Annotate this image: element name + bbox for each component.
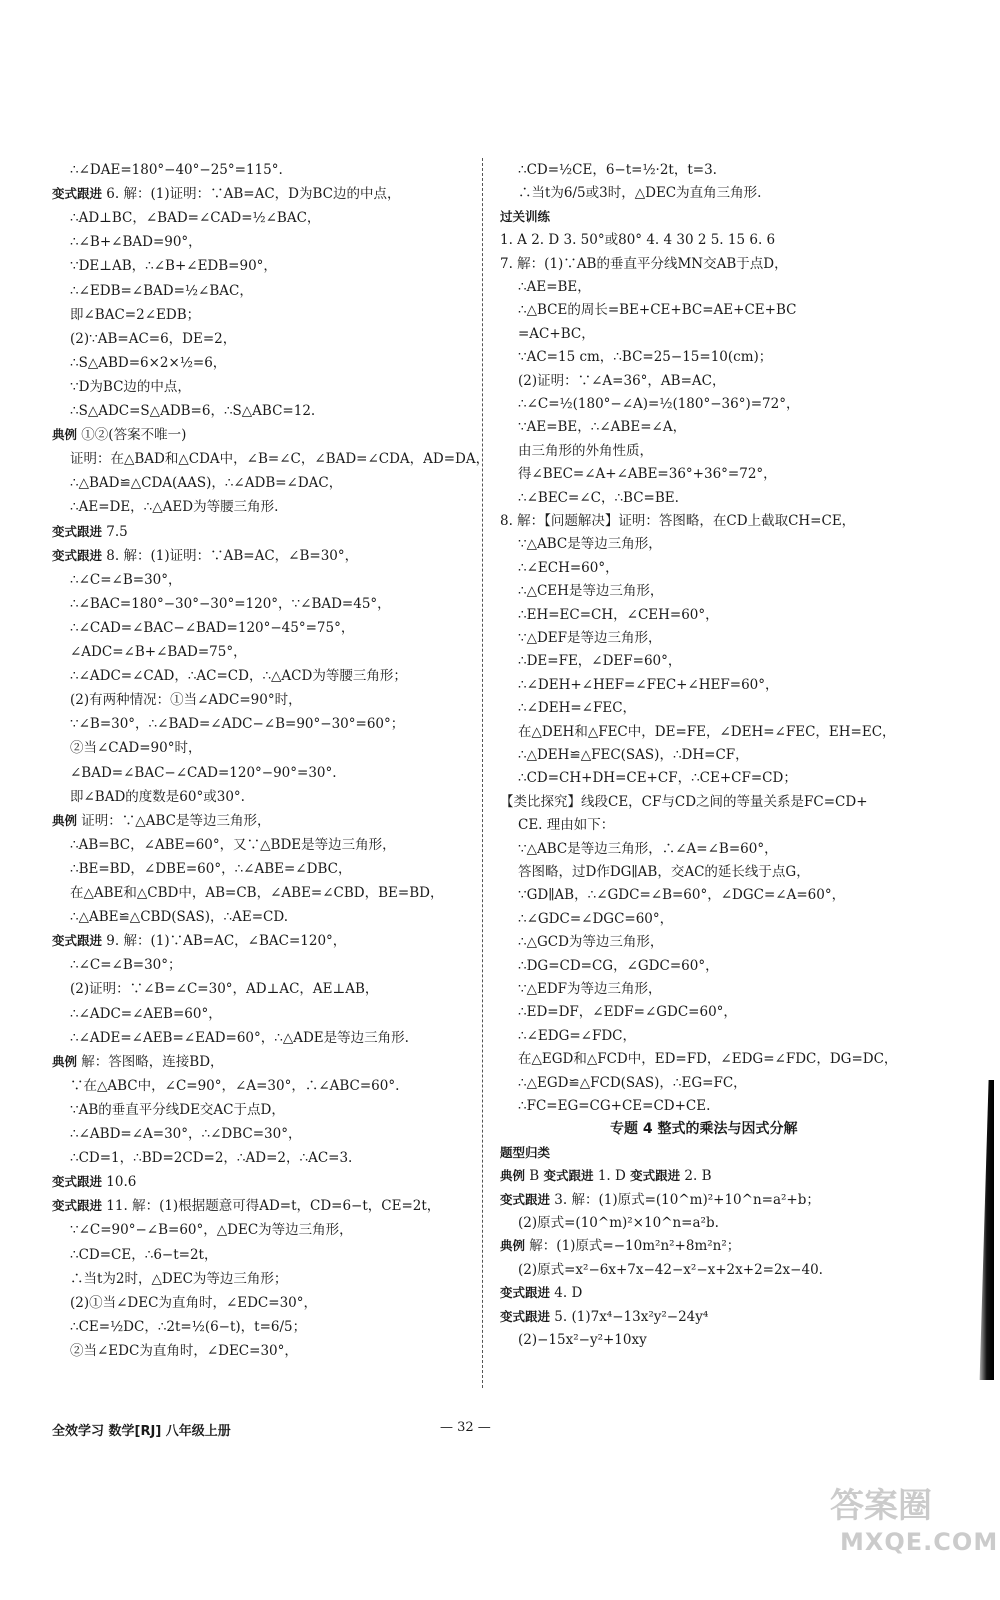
- answer-text: ∴∠C=∠B=30°，: [70, 571, 182, 588]
- answer-text: ∴BE=BD，∠DBE=60°，∴∠ABE=∠DBC，: [70, 860, 352, 877]
- answer-text: ∴△EGD≌△FCD(SAS)，∴EG=FC，: [518, 1074, 747, 1091]
- answer-text: 8. 解：(1)证明：∵AB=AC，∠B=30°，: [102, 547, 359, 564]
- answer-line: [52, 1148, 352, 1168]
- answer-text: ∴△BCE的周长=BE+CE+BC=AE+CE+BC: [518, 302, 797, 319]
- answer-line: [500, 675, 779, 695]
- answer-text: ∴CE=½DC，∴2t=½(6−t)，t=6/5；: [70, 1318, 307, 1335]
- answer-line: [52, 642, 247, 662]
- answer-line: [500, 909, 673, 929]
- answer-line: [52, 329, 236, 349]
- answer-line: [52, 1076, 399, 1096]
- answer-line: [52, 497, 278, 517]
- answer-text: ∴∠DAE=180°−40°−25°=115°.: [70, 162, 283, 178]
- answer-text: ②当∠CAD=90°时，: [70, 740, 202, 757]
- answer-line: [52, 401, 315, 421]
- answer-line: [52, 1052, 224, 1072]
- answer-text: ∵△ABC是等边三角形，: [518, 536, 662, 553]
- answer-text: 证明：在△BAD和△CDA中，∠B=∠C，∠BAD=∠CDA，AD=DA，: [70, 451, 490, 468]
- answer-line: [500, 183, 761, 203]
- section-label: 典例: [52, 812, 78, 828]
- answer-line: [500, 979, 662, 999]
- answer-line: [52, 931, 346, 951]
- answer-text: ∴△ABE≌△CBD(SAS)，∴AE=CD.: [70, 909, 289, 926]
- answer-text: 11. 解：(1)根据题意可得AD=t，CD=6−t，CE=2t，: [102, 1198, 441, 1215]
- answer-line: [52, 232, 202, 252]
- answer-text: ∴∠EDG=∠FDC，: [518, 1027, 637, 1044]
- answer-line: [500, 464, 777, 484]
- section-label: 典例: [52, 1053, 78, 1069]
- answer-text: ∵D为BC边的中点，: [70, 378, 191, 395]
- section-label: 典例: [500, 1238, 526, 1254]
- answer-line: [500, 1190, 820, 1210]
- answer-line: [500, 1143, 550, 1163]
- section-label: 变式跟进: [500, 1285, 551, 1301]
- watermark-url: MXQE.COM: [840, 1528, 999, 1556]
- answer-text: ②当∠EDC为直角时，∠DEC=30°，: [70, 1342, 298, 1359]
- answer-text: ∴CD=1，∴BD=2CD=2，∴AD=2，∴AC=3.: [70, 1150, 353, 1167]
- answer-line: [52, 208, 320, 228]
- answer-text: ∴△DEH≌△FEC(SAS)，∴DH=CF，: [518, 747, 749, 763]
- answer-line: [52, 1124, 301, 1144]
- answer-line: [500, 1166, 712, 1186]
- section-label: 变式跟进: [52, 1174, 103, 1190]
- answer-text: 证明：∵△ABC是等边三角形，: [77, 812, 271, 829]
- answer-line: [52, 763, 337, 783]
- answer-line: [500, 722, 896, 742]
- answer-line: [52, 1028, 409, 1048]
- answer-line: [500, 394, 799, 414]
- answer-line: [52, 546, 358, 566]
- answer-text: 2. B: [680, 1168, 712, 1185]
- answer-line: [500, 628, 662, 648]
- answer-line: [500, 651, 681, 671]
- answer-line: [500, 605, 719, 625]
- section-label: 变式跟进: [543, 1168, 594, 1184]
- page-edge-shadow: [976, 1080, 994, 1380]
- answer-line: [500, 745, 749, 765]
- answer-line: [500, 1236, 740, 1256]
- answer-line: [52, 787, 245, 807]
- answer-text: ∴CD=½CE，6−t=½·2t，t=3.: [518, 162, 717, 178]
- answer-text: ∵GD∥AB，∴∠GDC=∠B=60°，∠DGC=∠A=60°，: [518, 887, 846, 904]
- answer-text: 6. 解：(1)证明：∵AB=AC，D为BC边的中点，: [102, 186, 401, 203]
- answer-text: ∴FC=EG=CG+CE=CD+CE.: [518, 1098, 711, 1114]
- answer-text: ∴DG=CD=CG，∠GDC=60°，: [518, 957, 719, 974]
- answer-line: [52, 1269, 287, 1289]
- answer-text: 9. 解：(1)∵AB=AC，∠BAC=120°，: [102, 933, 347, 950]
- answer-line: [500, 885, 845, 905]
- answer-line: [610, 1119, 798, 1139]
- answer-line: [500, 1283, 582, 1303]
- answer-text: ∴∠ADC=∠AEB=60°，: [70, 1005, 222, 1022]
- answer-line: [500, 956, 719, 976]
- answer-text: 在△DEH和△FEC中，DE=FE，∠DEH=∠FEC，EH=EC，: [518, 723, 896, 740]
- answer-line: [52, 714, 404, 734]
- answer-text: 解：答图略，连接BD，: [77, 1053, 224, 1070]
- answer-line: [500, 300, 796, 320]
- answer-line: [500, 160, 717, 180]
- section-label: 变式跟进: [52, 523, 103, 539]
- answer-text: ∴∠EDB=∠BAD=½∠BAC，: [70, 282, 253, 299]
- section-label: 变式跟进: [500, 1308, 551, 1324]
- answer-line: [500, 558, 619, 578]
- answer-line: [500, 698, 636, 718]
- answer-text: 解：(1)原式=−10m²n²+8m²n²；: [525, 1238, 741, 1255]
- page-number: — 32 —: [440, 1420, 491, 1435]
- answer-line: [500, 347, 772, 367]
- answer-line: [52, 1172, 136, 1192]
- answer-text: ∵△DEF是等边三角形，: [518, 630, 662, 646]
- answer-text: 3. 解：(1)原式=(10^m)²+10^n=a²+b；: [550, 1191, 820, 1208]
- answer-line: [52, 1245, 217, 1265]
- answer-line: [52, 1220, 353, 1240]
- answer-text: ∴∠DEH=∠FEC，: [518, 700, 637, 717]
- section-label: 变式跟进: [52, 933, 103, 949]
- answer-text: 10.6: [102, 1174, 137, 1191]
- answer-line: [500, 1073, 747, 1093]
- answer-text: 4. D: [550, 1285, 583, 1302]
- answer-text: ∴△CEH是等边三角形，: [518, 583, 664, 600]
- answer-text: (2)有两种情况：①当∠ADC=90°时，: [70, 692, 302, 709]
- answer-line: [52, 835, 396, 855]
- answer-text: =AC+BC，: [518, 325, 595, 342]
- answer-text: 答图略，过D作DG∥AB，交AC的延长线于点G，: [518, 864, 810, 880]
- answer-text: ∴AD⊥BC，∠BAD=∠CAD=½∠BAC，: [70, 210, 321, 227]
- answer-text: ∴AE=DE，∴△AED为等腰三角形.: [70, 499, 279, 516]
- answer-line: [500, 441, 653, 461]
- answer-text: ①②(答案不唯一): [77, 427, 187, 444]
- answer-line: [52, 449, 489, 469]
- answer-line: [500, 254, 788, 274]
- section-label: 变式跟进: [500, 1191, 551, 1207]
- answer-text: ∴当t为2时，△DEC为等边三角形；: [70, 1270, 288, 1287]
- answer-text: 5. (1)7x⁴−13x²y²−24y⁴: [550, 1308, 709, 1325]
- answer-text: (2)∵AB=AC=6，DE=2，: [70, 330, 237, 347]
- answer-line: [52, 594, 391, 614]
- section-label: 过关训练: [500, 208, 551, 224]
- answer-text: ∴CD=CE，∴6−t=2t，: [70, 1246, 218, 1263]
- answer-text: 1. A 2. D 3. 50°或80° 4. 4 30 2 5. 15 6. 6: [500, 232, 776, 249]
- answer-line: [52, 979, 378, 999]
- answer-text: ∴∠GDC=∠DGC=60°，: [518, 910, 674, 927]
- answer-line: [52, 618, 354, 638]
- topic-heading: 专题 4 整式的乘法与因式分解: [610, 1121, 798, 1138]
- answer-text: ∠BAD=∠BAC−∠CAD=120°−90°=30°.: [70, 764, 337, 781]
- section-label: 题型归类: [500, 1144, 551, 1160]
- answer-text: ∴∠ECH=60°，: [518, 559, 619, 576]
- answer-text: ∴∠DEH+∠HEF=∠FEC+∠HEF=60°，: [518, 676, 779, 693]
- answer-text: 得∠BEC=∠A+∠ABE=36°+36°=72°，: [518, 466, 777, 483]
- answer-text: ∵△ABC是等边三角形，∴∠A=∠B=60°，: [518, 840, 778, 857]
- answer-text: (2)原式=(10^m)²×10^n=a²b.: [518, 1215, 719, 1231]
- answer-text: ∵∠B=30°，∴∠BAD=∠ADC−∠B=90°−30°=60°；: [70, 716, 405, 733]
- answer-line: [500, 324, 595, 344]
- answer-line: [500, 1002, 737, 1022]
- answer-line: [500, 1049, 897, 1069]
- answer-line: [52, 690, 302, 710]
- section-label: 典例: [52, 427, 78, 443]
- answer-text: ∵DE⊥AB，∴∠B+∠EDB=90°，: [70, 258, 277, 275]
- answer-text: (2)原式=x²−6x+7x−42−x²−x+2x+2=2x−40.: [518, 1261, 823, 1278]
- answer-text: 1. D: [593, 1168, 631, 1185]
- answer-line: [52, 1100, 285, 1120]
- answer-line: [52, 256, 277, 276]
- answer-text: ∴△GCD为等边三角形，: [518, 934, 664, 951]
- answer-line: [500, 768, 797, 788]
- answer-line: [500, 534, 662, 554]
- answer-text: ∴∠C=∠B=30°；: [70, 957, 182, 974]
- answer-line: [500, 230, 775, 250]
- answer-line: [52, 738, 201, 758]
- answer-text: ∴AB=BC，∠ABE=60°，又∵△BDE是等边三角形，: [70, 836, 396, 853]
- answer-text: ∴∠ABD=∠A=30°，∴∠DBC=30°，: [70, 1126, 302, 1142]
- answer-line: [52, 184, 401, 204]
- answer-line: [500, 581, 663, 601]
- answer-text: (2)−15x²−y²+10xy: [518, 1332, 647, 1348]
- section-label: 典例: [500, 1168, 526, 1184]
- answer-text: ∵AE=BE，∴∠ABE=∠A，: [518, 419, 687, 436]
- answer-line: [500, 277, 591, 297]
- answer-line: [52, 666, 407, 686]
- answer-text: CE. 理由如下：: [518, 817, 615, 834]
- answer-text: ∴∠B+∠BAD=90°，: [70, 234, 202, 251]
- section-label: 变式跟进: [630, 1168, 681, 1184]
- answer-line: [500, 839, 778, 859]
- answer-line: [52, 570, 182, 590]
- answer-text: ∴△BAD≌△CDA(AAS)，∴∠ADB=∠DAC，: [70, 475, 343, 492]
- answer-line: [52, 955, 182, 975]
- answer-text: ∴∠ADE=∠AEB=∠EAD=60°，∴△ADE是等边三角形.: [70, 1029, 409, 1046]
- answer-line: [52, 1341, 298, 1361]
- watermark-logo-text: 答案圈: [830, 1486, 932, 1526]
- answer-text: ∵在△ABC中，∠C=90°，∠A=30°，∴∠ABC=60°.: [70, 1077, 400, 1094]
- answer-text: ∵∠C=90°−∠B=60°，△DEC为等边三角形，: [70, 1222, 353, 1239]
- answer-text: ∴∠CAD=∠BAC−∠BAD=120°−45°=75°，: [70, 619, 355, 636]
- answer-line: [52, 305, 200, 325]
- answer-line: [52, 1004, 222, 1024]
- answer-line: [500, 932, 663, 952]
- answer-line: [52, 522, 128, 542]
- answer-text: ∴∠ADC=∠CAD，∴AC=CD，∴△ACD为等腰三角形；: [70, 668, 407, 685]
- answer-text: ∴CD=CH+DH=CE+CF，∴CE+CF=CD；: [518, 770, 797, 787]
- answer-text: 即∠BAD的度数是60°或30°.: [70, 788, 245, 805]
- answer-text: B: [525, 1168, 544, 1185]
- answer-line: [52, 1196, 440, 1216]
- answer-text: 【类比探究】线段CE，CF与CD之间的等量关系是FC=CD+: [500, 793, 868, 810]
- answer-line: [52, 883, 443, 903]
- answer-text: ∴DE=FE，∠DEF=60°，: [518, 653, 682, 670]
- answer-text: ∴当t为6/5或3时，△DEC为直角三角形.: [518, 185, 762, 202]
- answer-line: [500, 511, 855, 531]
- section-label: 变式跟进: [52, 1198, 103, 1214]
- answer-text: 7. 解：(1)∵AB的垂直平分线MN交AB于点D，: [500, 255, 788, 272]
- answer-line: [500, 1096, 710, 1116]
- answer-line: [500, 815, 614, 835]
- answer-text: ∵AC=15 cm，∴BC=25−15=10(cm)；: [518, 349, 773, 366]
- answer-text: (2)证明：∵∠B=∠C=30°，AD⊥AC，AE⊥AB，: [70, 981, 379, 998]
- answer-line: [52, 281, 253, 301]
- answer-line: [500, 207, 550, 227]
- answer-text: ∠ADC=∠B+∠BAD=75°，: [70, 644, 247, 660]
- answer-line: [52, 160, 283, 180]
- answer-text: ∴S△ADC=S△ADB=6，∴S△ABC=12.: [70, 403, 316, 419]
- answer-text: ∴EH=EC=CH，∠CEH=60°，: [518, 606, 719, 623]
- answer-text: 在△EGD和△FCD中，ED=FD，∠EDG=∠FDC，DG=DC，: [518, 1051, 898, 1068]
- answer-text: (2)证明：∵∠A=36°，AB=AC，: [518, 372, 726, 389]
- footer-book-title: 全效学习 数学[RJ] 八年级上册: [52, 1424, 231, 1439]
- answer-line: [52, 473, 342, 493]
- answer-line: [500, 371, 725, 391]
- answer-text: 由三角形的外角性质，: [518, 442, 653, 459]
- section-label: 变式跟进: [52, 186, 103, 202]
- answer-text: ∵AB的垂直平分线DE交AC于点D，: [70, 1101, 285, 1118]
- answer-text: 7.5: [102, 523, 128, 540]
- section-label: 变式跟进: [52, 547, 103, 563]
- answer-line: [52, 907, 288, 927]
- answer-line: [500, 1330, 647, 1350]
- answer-line: [52, 1293, 317, 1313]
- answer-text: ∴∠C=½(180°−∠A)=½(180°−36°)=72°，: [518, 396, 800, 412]
- answer-line: [500, 1026, 636, 1046]
- answer-text: ∵△EDF为等边三角形，: [518, 981, 662, 997]
- answer-text: ∴ED=DF，∠EDF=∠GDC=60°，: [518, 1004, 737, 1021]
- answer-text: ∴∠BAC=180°−30°−30°=120°，∵∠BAD=45°，: [70, 595, 391, 612]
- answer-line: [500, 792, 868, 812]
- answer-line: [500, 862, 810, 882]
- answer-text: ∴∠BEC=∠C，∴BC=BE.: [518, 489, 679, 506]
- answer-text: ∴AE=BE，: [518, 279, 591, 295]
- answer-line: [52, 811, 270, 831]
- answer-text: 8. 解：【问题解决】证明：答图略，在CD上截取CH=CE，: [500, 513, 856, 529]
- answer-text: 即∠BAC=2∠EDB；: [70, 306, 201, 323]
- answer-line: [500, 1307, 708, 1327]
- answer-line: [500, 488, 679, 508]
- answer-line: [52, 1317, 306, 1337]
- answer-line: [500, 1213, 719, 1233]
- answer-line: [52, 353, 226, 373]
- answer-text: (2)①当∠DEC为直角时，∠EDC=30°，: [70, 1294, 318, 1311]
- answer-line: [52, 425, 186, 445]
- answer-line: [500, 1260, 823, 1280]
- answer-line: [52, 859, 351, 879]
- answer-text: 在△ABE和△CBD中，AB=CB，∠ABE=∠CBD，BE=BD，: [70, 885, 444, 901]
- answer-line: [500, 417, 686, 437]
- answer-line: [52, 377, 191, 397]
- answer-text: ∴S△ABD=6×2×½=6，: [70, 354, 227, 371]
- column-divider: [482, 158, 483, 1388]
